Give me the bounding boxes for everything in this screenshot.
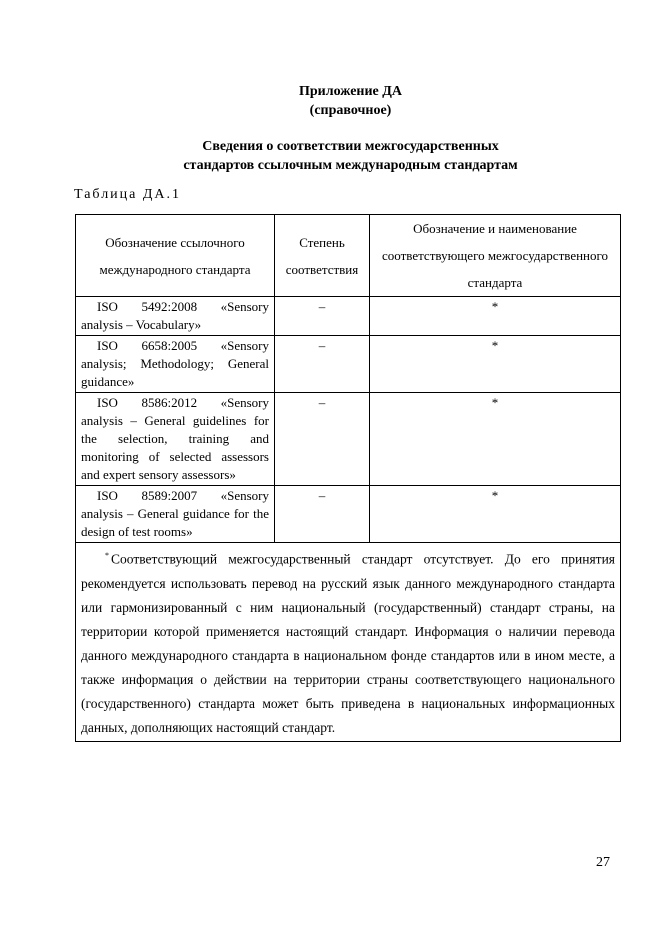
table-row xyxy=(76,486,621,543)
header-national-standard: Обозначение и наименование соответствующего межгосударственного стандарта xyxy=(370,215,621,297)
degree-cell: – xyxy=(275,393,370,486)
national-standard-cell: * xyxy=(370,336,621,393)
section-title-line1: Сведения о соответствии межгосударственных xyxy=(202,139,499,154)
page-number: 27 xyxy=(596,855,610,870)
table-header-row xyxy=(76,215,621,297)
table-caption: Таблица ДА.1 xyxy=(74,187,182,202)
section-title-line2: стандартов ссылочным международным стандартам xyxy=(183,158,518,173)
reference-standard-cell: ISO 8589:2007 «Sensory analysis – General guidance for the design of test rooms» xyxy=(76,486,275,543)
footnote-marker: * xyxy=(105,551,109,560)
table-footnote xyxy=(76,543,621,742)
degree-cell: – xyxy=(275,486,370,543)
correspondence-table xyxy=(75,214,621,742)
table-row xyxy=(76,297,621,336)
reference-standard-cell: ISO 6658:2005 «Sensory analysis; Methodology; General guidance» xyxy=(76,336,275,393)
table-note-row xyxy=(76,543,621,742)
national-standard-cell: * xyxy=(370,393,621,486)
reference-standard-cell: ISO 8586:2012 «Sensory analysis – General guidelines for the selection, training and monitoring of selected assessors and expert sensory assessors» xyxy=(76,393,275,486)
annex-type: (справочное) xyxy=(309,103,392,118)
table-row xyxy=(76,393,621,486)
annex-title: Приложение ДА xyxy=(298,84,403,99)
header-reference-standard: Обозначение ссылочного международного стандарта xyxy=(76,215,275,297)
national-standard-cell: * xyxy=(370,486,621,543)
table-row xyxy=(76,336,621,393)
degree-cell: – xyxy=(275,297,370,336)
national-standard-cell: * xyxy=(370,297,621,336)
degree-cell: – xyxy=(275,336,370,393)
reference-standard-cell: ISO 5492:2008 «Sensory analysis – Vocabulary» xyxy=(76,297,275,336)
header-degree: Степень соответствия xyxy=(275,215,370,297)
footnote-text: Соответствующий межгосударственный стандарт отсутствует. До его принятия рекомендуется использовать перевод на русский язык данного международного стандарта или гармонизированный с ним национальный (государственный) стандарт страны, на территории которой применяется настоящий стандарт. Информация о наличии перевода данного международного стандарта в национальном фонде стандартов или в ином месте, а также информация о действии на территории страны соответствующего национального (государственного) стандарта может быть приведена в национальных информационных данных, дополняющих настоящий стандарт. xyxy=(81,551,615,735)
